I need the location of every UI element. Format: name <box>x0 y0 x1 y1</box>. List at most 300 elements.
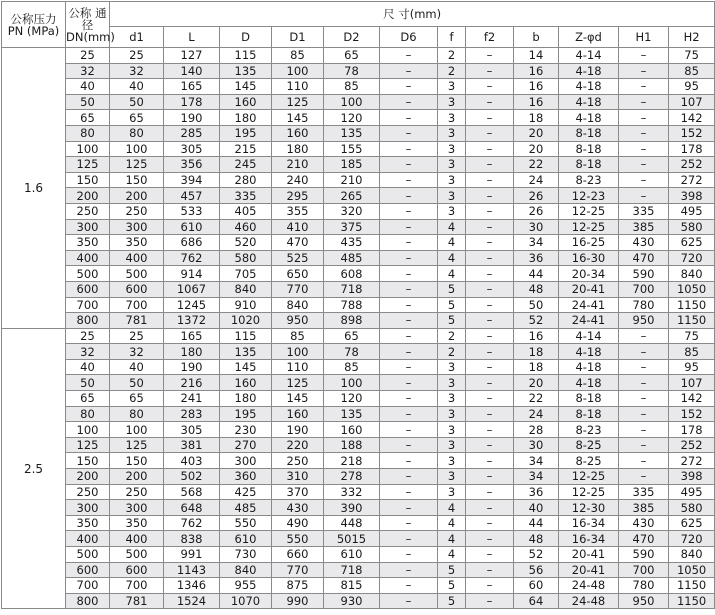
table-cell: 100 <box>324 94 380 110</box>
table-cell: 135 <box>220 344 272 360</box>
table-cell: – <box>466 313 514 329</box>
table-cell: 3 <box>438 453 466 469</box>
table-cell: 20 <box>514 141 559 157</box>
dn-value: 250 <box>66 203 110 219</box>
table-cell: 4-14 <box>559 48 619 64</box>
table-cell: 165 <box>164 328 220 344</box>
table-cell: 150 <box>110 453 164 469</box>
table-cell: 160 <box>220 94 272 110</box>
table-cell: 1524 <box>164 593 220 609</box>
table-cell: 720 <box>669 531 715 547</box>
table-cell: – <box>466 531 514 547</box>
dimension-group-header: 尺 寸(mm) <box>110 2 715 27</box>
column-header: f <box>438 27 466 48</box>
table-cell: 52 <box>514 547 559 563</box>
dn-value: 600 <box>66 562 110 578</box>
column-header: L <box>164 27 220 48</box>
table-row <box>2 515 715 531</box>
table-cell: – <box>619 172 669 188</box>
table-cell: 44 <box>514 266 559 282</box>
table-cell: 270 <box>220 437 272 453</box>
table-cell: 18 <box>514 110 559 126</box>
table-cell: 85 <box>324 359 380 375</box>
table-cell: – <box>380 453 438 469</box>
table-cell: 3 <box>438 157 466 173</box>
table-cell: – <box>619 110 669 126</box>
table-row <box>2 266 715 282</box>
table-cell: 127 <box>164 48 220 64</box>
table-cell: – <box>466 94 514 110</box>
pn-value: 1.6 <box>2 48 66 329</box>
table-cell: 305 <box>164 141 220 157</box>
table-cell: 250 <box>110 484 164 500</box>
table-cell: 8-18 <box>559 406 619 422</box>
table-cell: 840 <box>272 297 324 313</box>
table-cell: 65 <box>324 48 380 64</box>
table-cell: – <box>619 437 669 453</box>
table-cell: 394 <box>164 172 220 188</box>
table-cell: – <box>380 375 438 391</box>
table-cell: 4-18 <box>559 359 619 375</box>
table-cell: – <box>466 547 514 563</box>
table-cell: 8-23 <box>559 172 619 188</box>
column-header: f2 <box>466 27 514 48</box>
table-cell: 188 <box>324 437 380 453</box>
table-cell: 32 <box>110 344 164 360</box>
table-cell: 410 <box>272 219 324 235</box>
table-cell: 4-18 <box>559 375 619 391</box>
table-cell: 1067 <box>164 281 220 297</box>
table-cell: 4 <box>438 500 466 516</box>
dn-value: 800 <box>66 593 110 609</box>
table-cell: 265 <box>324 188 380 204</box>
table-cell: 990 <box>272 593 324 609</box>
table-cell: 375 <box>324 219 380 235</box>
table-cell: 2 <box>438 63 466 79</box>
table-cell: – <box>466 281 514 297</box>
table-cell: 8-25 <box>559 437 619 453</box>
table-cell: 65 <box>110 110 164 126</box>
table-cell: – <box>619 79 669 95</box>
table-cell: – <box>466 515 514 531</box>
dn-value: 25 <box>66 328 110 344</box>
column-header: d1 <box>110 27 164 48</box>
table-row <box>2 235 715 251</box>
table-cell: 520 <box>220 235 272 251</box>
table-cell: – <box>466 422 514 438</box>
table-row <box>2 437 715 453</box>
table-cell: – <box>380 500 438 516</box>
table-cell: 190 <box>272 422 324 438</box>
table-row <box>2 344 715 360</box>
table-cell: 310 <box>272 469 324 485</box>
table-cell: 16-34 <box>559 515 619 531</box>
table-cell: – <box>466 297 514 313</box>
table-cell: – <box>380 79 438 95</box>
table-cell: 16 <box>514 63 559 79</box>
table-cell: 2 <box>438 344 466 360</box>
table-cell: 718 <box>324 281 380 297</box>
column-header: H1 <box>619 27 669 48</box>
table-cell: – <box>466 172 514 188</box>
table-row <box>2 79 715 95</box>
table-row <box>2 375 715 391</box>
dn-value: 40 <box>66 359 110 375</box>
table-cell: – <box>466 235 514 251</box>
table-cell: – <box>619 157 669 173</box>
table-cell: – <box>380 266 438 282</box>
table-cell: 30 <box>514 437 559 453</box>
table-cell: 278 <box>324 469 380 485</box>
table-cell: 210 <box>272 157 324 173</box>
table-cell: – <box>380 141 438 157</box>
table-cell: 430 <box>619 515 669 531</box>
table-cell: 190 <box>164 359 220 375</box>
table-cell: 115 <box>220 328 272 344</box>
column-header: D <box>220 27 272 48</box>
table-cell: 8-18 <box>559 157 619 173</box>
table-cell: 142 <box>669 110 715 126</box>
table-cell: 65 <box>324 328 380 344</box>
table-cell: 125 <box>110 157 164 173</box>
table-cell: 4 <box>438 515 466 531</box>
column-header: H2 <box>669 27 715 48</box>
table-cell: 125 <box>272 94 324 110</box>
table-cell: 600 <box>110 562 164 578</box>
table-cell: 36 <box>514 484 559 500</box>
table-cell: 152 <box>669 125 715 141</box>
table-cell: 85 <box>272 328 324 344</box>
table-cell: 991 <box>164 547 220 563</box>
table-cell: 300 <box>110 219 164 235</box>
table-cell: 80 <box>110 406 164 422</box>
table-row <box>2 141 715 157</box>
table-cell: 762 <box>164 515 220 531</box>
table-row <box>2 406 715 422</box>
table-cell: – <box>466 157 514 173</box>
table-cell: – <box>466 79 514 95</box>
table-cell: 3 <box>438 391 466 407</box>
dn-value: 65 <box>66 110 110 126</box>
table-row <box>2 297 715 313</box>
table-cell: 250 <box>110 203 164 219</box>
table-cell: – <box>619 406 669 422</box>
table-cell: 48 <box>514 281 559 297</box>
table-cell: 152 <box>669 406 715 422</box>
table-cell: 24 <box>514 172 559 188</box>
table-cell: 32 <box>110 63 164 79</box>
table-cell: 50 <box>110 375 164 391</box>
table-cell: 44 <box>514 515 559 531</box>
table-cell: 36 <box>514 250 559 266</box>
table-cell: – <box>619 375 669 391</box>
table-cell: 3 <box>438 375 466 391</box>
table-cell: 840 <box>220 562 272 578</box>
table-cell: – <box>619 391 669 407</box>
dn-value: 125 <box>66 157 110 173</box>
dn-header: 公称 通径 DN(mm) <box>66 2 110 48</box>
table-cell: 24 <box>514 406 559 422</box>
table-cell: – <box>466 391 514 407</box>
dn-value: 300 <box>66 500 110 516</box>
table-cell: 85 <box>669 63 715 79</box>
table-cell: 435 <box>324 235 380 251</box>
dn-value: 400 <box>66 250 110 266</box>
table-cell: 16-34 <box>559 531 619 547</box>
table-cell: – <box>466 359 514 375</box>
table-cell: 405 <box>220 203 272 219</box>
table-cell: 65 <box>110 391 164 407</box>
table-cell: 914 <box>164 266 220 282</box>
table-cell: 448 <box>324 515 380 531</box>
table-cell: 3 <box>438 406 466 422</box>
table-cell: 4 <box>438 266 466 282</box>
table-cell: – <box>380 281 438 297</box>
table-cell: 4-18 <box>559 79 619 95</box>
table-row <box>2 157 715 173</box>
table-cell: 485 <box>220 500 272 516</box>
table-row <box>2 531 715 547</box>
table-row <box>2 125 715 141</box>
table-cell: 718 <box>324 562 380 578</box>
table-cell: 110 <box>272 79 324 95</box>
table-cell: 20-41 <box>559 547 619 563</box>
table-cell: 425 <box>220 484 272 500</box>
table-cell: 300 <box>110 500 164 516</box>
table-cell: – <box>466 344 514 360</box>
table-cell: 648 <box>164 500 220 516</box>
table-cell: 295 <box>272 188 324 204</box>
dn-value: 500 <box>66 547 110 563</box>
table-cell: – <box>466 188 514 204</box>
table-cell: 590 <box>619 266 669 282</box>
table-cell: 16 <box>514 79 559 95</box>
table-cell: 1150 <box>669 313 715 329</box>
table-cell: 178 <box>164 94 220 110</box>
table-cell: 140 <box>164 63 220 79</box>
dn-value: 32 <box>66 344 110 360</box>
table-cell: 350 <box>110 235 164 251</box>
table-cell: 398 <box>669 188 715 204</box>
table-cell: 1346 <box>164 578 220 594</box>
table-cell: 230 <box>220 422 272 438</box>
table-cell: 950 <box>619 313 669 329</box>
table-cell: 100 <box>110 141 164 157</box>
table-cell: – <box>380 48 438 64</box>
table-cell: 24-41 <box>559 313 619 329</box>
dn-value: 800 <box>66 313 110 329</box>
table-cell: 1070 <box>220 593 272 609</box>
table-cell: 608 <box>324 266 380 282</box>
table-cell: – <box>466 562 514 578</box>
table-row <box>2 188 715 204</box>
table-cell: 85 <box>669 344 715 360</box>
table-cell: – <box>380 125 438 141</box>
table-cell: 5015 <box>324 531 380 547</box>
table-cell: 78 <box>324 63 380 79</box>
table-row <box>2 469 715 485</box>
table-cell: – <box>380 469 438 485</box>
table-header <box>2 2 715 48</box>
dn-value: 32 <box>66 63 110 79</box>
table-row <box>2 391 715 407</box>
table-cell: 64 <box>514 593 559 609</box>
table-cell: 781 <box>110 313 164 329</box>
table-cell: 3 <box>438 359 466 375</box>
table-cell: – <box>380 562 438 578</box>
table-cell: 52 <box>514 313 559 329</box>
dn-value: 200 <box>66 469 110 485</box>
table-cell: – <box>380 547 438 563</box>
table-cell: 95 <box>669 359 715 375</box>
table-cell: 150 <box>110 172 164 188</box>
table-cell: 1020 <box>220 313 272 329</box>
table-row <box>2 110 715 126</box>
table-cell: 285 <box>164 125 220 141</box>
table-row <box>2 593 715 609</box>
table-cell: 360 <box>220 469 272 485</box>
table-cell: 1050 <box>669 281 715 297</box>
table-cell: 5 <box>438 297 466 313</box>
table-cell: – <box>466 266 514 282</box>
table-cell: 955 <box>220 578 272 594</box>
table-cell: 115 <box>220 48 272 64</box>
table-cell: 780 <box>619 297 669 313</box>
dn-value: 700 <box>66 297 110 313</box>
table-cell: 28 <box>514 422 559 438</box>
table-cell: 320 <box>324 203 380 219</box>
table-cell: 460 <box>220 219 272 235</box>
table-cell: 3 <box>438 125 466 141</box>
column-header: D6 <box>380 27 438 48</box>
table-cell: 3 <box>438 203 466 219</box>
table-cell: 4 <box>438 250 466 266</box>
table-cell: 686 <box>164 235 220 251</box>
table-cell: 145 <box>220 359 272 375</box>
table-row <box>2 94 715 110</box>
table-cell: 56 <box>514 562 559 578</box>
table-cell: 400 <box>110 250 164 266</box>
dn-value: 100 <box>66 141 110 157</box>
table-cell: 600 <box>110 281 164 297</box>
table-cell: – <box>380 172 438 188</box>
table-cell: 190 <box>164 110 220 126</box>
table-cell: 1143 <box>164 562 220 578</box>
table-cell: 3 <box>438 437 466 453</box>
table-cell: 1372 <box>164 313 220 329</box>
table-cell: 160 <box>272 125 324 141</box>
table-cell: 781 <box>110 593 164 609</box>
dn-value: 50 <box>66 375 110 391</box>
dn-value: 350 <box>66 515 110 531</box>
table-cell: – <box>619 63 669 79</box>
table-cell: – <box>466 500 514 516</box>
table-cell: 22 <box>514 391 559 407</box>
table-cell: 20 <box>514 125 559 141</box>
table-cell: 178 <box>669 141 715 157</box>
table-cell: 4-14 <box>559 328 619 344</box>
table-cell: 335 <box>619 484 669 500</box>
table-cell: 500 <box>110 547 164 563</box>
table-cell: 95 <box>669 79 715 95</box>
dn-value: 100 <box>66 422 110 438</box>
table-cell: 3 <box>438 188 466 204</box>
dn-value: 65 <box>66 391 110 407</box>
dn-value: 300 <box>66 219 110 235</box>
table-cell: 216 <box>164 375 220 391</box>
dn-value: 500 <box>66 266 110 282</box>
table-cell: 5 <box>438 562 466 578</box>
table-cell: 650 <box>272 266 324 282</box>
table-cell: 12-30 <box>559 500 619 516</box>
table-cell: 1245 <box>164 297 220 313</box>
dn-value: 150 <box>66 172 110 188</box>
table-cell: 80 <box>110 125 164 141</box>
table-cell: 580 <box>669 500 715 516</box>
table-cell: 950 <box>272 313 324 329</box>
dn-value: 80 <box>66 125 110 141</box>
table-cell: 495 <box>669 484 715 500</box>
table-cell: 24-41 <box>559 297 619 313</box>
table-cell: 660 <box>272 547 324 563</box>
table-cell: 12-23 <box>559 188 619 204</box>
table-cell: 840 <box>669 547 715 563</box>
table-cell: – <box>380 219 438 235</box>
table-cell: – <box>466 593 514 609</box>
table-cell: 160 <box>272 406 324 422</box>
table-cell: 610 <box>324 547 380 563</box>
dn-value: 125 <box>66 437 110 453</box>
table-cell: – <box>380 297 438 313</box>
table-cell: 625 <box>669 515 715 531</box>
table-cell: 568 <box>164 484 220 500</box>
table-cell: 26 <box>514 203 559 219</box>
table-cell: 145 <box>220 79 272 95</box>
table-row <box>2 203 715 219</box>
table-cell: 180 <box>272 141 324 157</box>
table-cell: – <box>380 235 438 251</box>
table-cell: – <box>380 63 438 79</box>
table-cell: – <box>466 484 514 500</box>
table-cell: 218 <box>324 453 380 469</box>
table-cell: 16-30 <box>559 250 619 266</box>
table-cell: 16-25 <box>559 235 619 251</box>
table-cell: 50 <box>110 94 164 110</box>
table-cell: 142 <box>669 391 715 407</box>
table-cell: 332 <box>324 484 380 500</box>
table-cell: 48 <box>514 531 559 547</box>
table-cell: 502 <box>164 469 220 485</box>
table-cell: 430 <box>619 235 669 251</box>
table-cell: 730 <box>220 547 272 563</box>
table-cell: 875 <box>272 578 324 594</box>
table-cell: 1150 <box>669 297 715 313</box>
table-cell: – <box>380 94 438 110</box>
table-cell: 3 <box>438 422 466 438</box>
table-row <box>2 48 715 64</box>
table-cell: 145 <box>272 110 324 126</box>
table-cell: 700 <box>110 578 164 594</box>
table-row <box>2 313 715 329</box>
pn-value: 2.5 <box>2 328 66 609</box>
table-cell: 180 <box>220 391 272 407</box>
table-cell: – <box>466 437 514 453</box>
table-cell: 470 <box>619 250 669 266</box>
table-cell: 125 <box>272 375 324 391</box>
table-cell: 180 <box>164 344 220 360</box>
table-cell: 490 <box>272 515 324 531</box>
table-cell: 580 <box>220 250 272 266</box>
